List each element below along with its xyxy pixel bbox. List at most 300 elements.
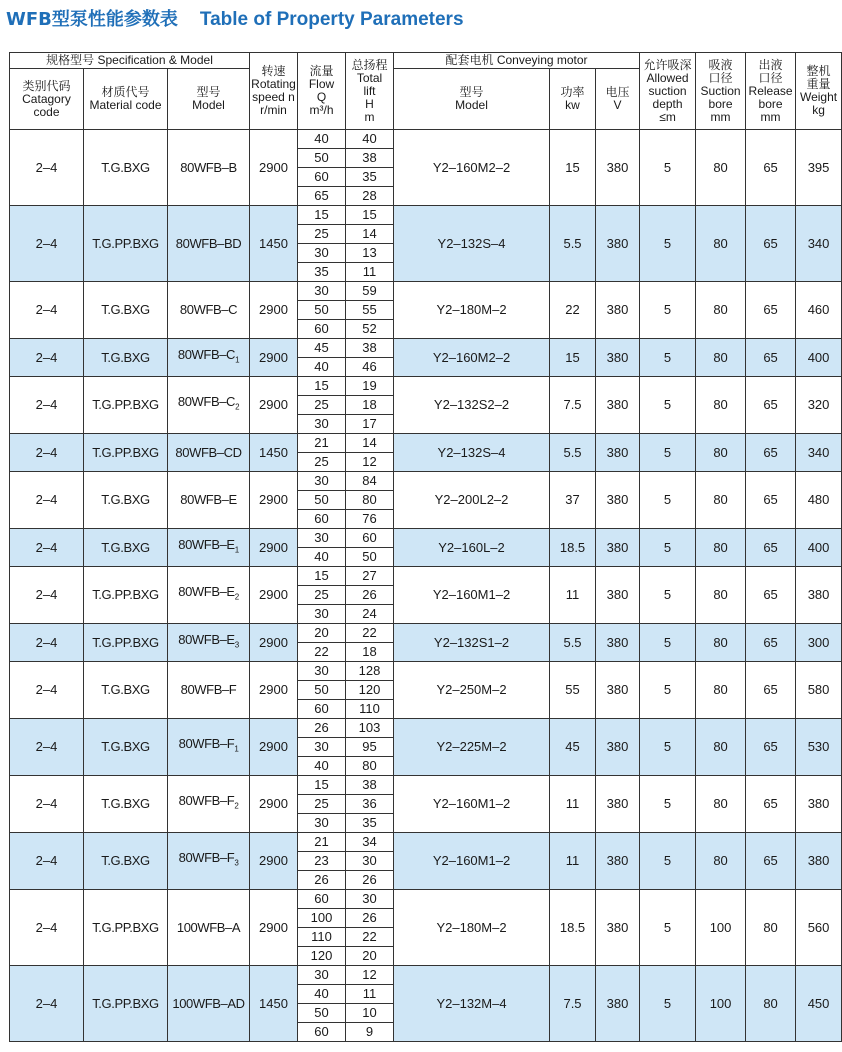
lift-cell: 20 bbox=[346, 947, 394, 966]
flow-cell: 60 bbox=[298, 320, 346, 339]
motor-model-cell: Y2–250M–2 bbox=[394, 662, 550, 719]
lift-cell: 52 bbox=[346, 320, 394, 339]
flow-cell: 50 bbox=[298, 149, 346, 168]
model-text: 80WFB–E bbox=[178, 536, 235, 552]
suction-depth-cell: 5 bbox=[640, 434, 696, 472]
speed-cell: 2900 bbox=[250, 339, 298, 377]
lift-cell: 26 bbox=[346, 871, 394, 890]
model-text: 80WFB–F bbox=[178, 736, 235, 752]
flow-header bbox=[298, 53, 346, 130]
table-row bbox=[10, 833, 842, 852]
category-cell: 2–4 bbox=[10, 662, 84, 719]
flow-cell: 40 bbox=[298, 757, 346, 776]
lift-cell: 30 bbox=[346, 852, 394, 871]
model-subscript: 1 bbox=[234, 744, 239, 754]
release-bore-cell: 65 bbox=[746, 833, 796, 890]
model-text: 100WFB–AD bbox=[172, 995, 245, 1011]
motor-model-cell: Y2–132S–4 bbox=[394, 206, 550, 282]
speed-cell: 2900 bbox=[250, 776, 298, 833]
lift-cell: 12 bbox=[346, 453, 394, 472]
flow-cell: 15 bbox=[298, 377, 346, 396]
weight-cell: 380 bbox=[796, 776, 842, 833]
category-cell: 2–4 bbox=[10, 339, 84, 377]
header-line: Flow bbox=[308, 77, 335, 91]
motor-model-cell: Y2–200L2–2 bbox=[394, 472, 550, 529]
power-cell: 55 bbox=[550, 662, 596, 719]
header-line: bore bbox=[708, 96, 733, 111]
suction-depth-cell: 5 bbox=[640, 890, 696, 966]
lift-cell: 80 bbox=[346, 491, 394, 510]
weight-cell: 460 bbox=[796, 282, 842, 339]
model-text: 80WFB–C bbox=[179, 302, 238, 317]
model-subscript: 1 bbox=[234, 545, 239, 555]
release-bore-cell: 65 bbox=[746, 472, 796, 529]
release-bore-cell: 65 bbox=[746, 130, 796, 206]
property-parameters-table bbox=[9, 52, 842, 1042]
speed-cell: 1450 bbox=[250, 966, 298, 1042]
flow-cell: 21 bbox=[298, 833, 346, 852]
speed-cell: 2900 bbox=[250, 529, 298, 567]
model-cell bbox=[168, 662, 250, 719]
suction-depth-cell: 5 bbox=[640, 339, 696, 377]
model-text: 80WFB–F bbox=[180, 682, 237, 697]
header-line: mm bbox=[710, 109, 731, 124]
model-cell bbox=[168, 567, 250, 624]
lift-cell: 76 bbox=[346, 510, 394, 529]
power-cell: 5.5 bbox=[550, 434, 596, 472]
motor-model-cell: Y2–132S–4 bbox=[394, 434, 550, 472]
voltage-cell: 380 bbox=[596, 434, 640, 472]
lift-cell: 14 bbox=[346, 434, 394, 453]
release-bore-header bbox=[746, 53, 796, 130]
header-line: 型号 bbox=[196, 85, 221, 99]
table-row bbox=[10, 719, 842, 738]
lift-cell: 35 bbox=[346, 168, 394, 187]
model-text: 80WFB–C bbox=[177, 394, 236, 410]
flow-cell: 65 bbox=[298, 187, 346, 206]
suction-depth-cell: 5 bbox=[640, 966, 696, 1042]
voltage-cell: 380 bbox=[596, 567, 640, 624]
motor-model-header bbox=[394, 69, 550, 130]
material-cell: T.G.BXG bbox=[84, 472, 168, 529]
table-row bbox=[10, 776, 842, 795]
model-subscript: 2 bbox=[234, 801, 239, 811]
title-cn: WFB型泵性能参数表 bbox=[6, 9, 178, 30]
model-cell bbox=[168, 206, 250, 282]
suction-bore-cell: 80 bbox=[696, 434, 746, 472]
suction-bore-cell: 80 bbox=[696, 624, 746, 662]
lift-cell: 18 bbox=[346, 396, 394, 415]
speed-cell: 2900 bbox=[250, 662, 298, 719]
flow-cell: 60 bbox=[298, 890, 346, 909]
category-header bbox=[10, 69, 84, 130]
header-line: Model bbox=[192, 98, 225, 112]
suction-depth-cell: 5 bbox=[640, 130, 696, 206]
lift-cell: 19 bbox=[346, 377, 394, 396]
suction-depth-header bbox=[640, 53, 696, 130]
motor-model-cell: Y2–180M–2 bbox=[394, 890, 550, 966]
power-cell: 22 bbox=[550, 282, 596, 339]
speed-cell: 2900 bbox=[250, 130, 298, 206]
table-row bbox=[10, 966, 842, 985]
suction-bore-cell: 80 bbox=[696, 833, 746, 890]
weight-cell: 320 bbox=[796, 377, 842, 434]
model-cell bbox=[168, 377, 250, 434]
flow-cell: 30 bbox=[298, 662, 346, 681]
model-cell bbox=[168, 966, 250, 1042]
lift-cell: 35 bbox=[346, 814, 394, 833]
header-line: Catagory bbox=[22, 91, 71, 106]
power-cell: 45 bbox=[550, 719, 596, 776]
motor-model-cell: Y2–132M–4 bbox=[394, 966, 550, 1042]
category-cell: 2–4 bbox=[10, 282, 84, 339]
material-cell: T.G.PP.BXG bbox=[84, 966, 168, 1042]
flow-cell: 40 bbox=[298, 548, 346, 567]
weight-cell: 400 bbox=[796, 529, 842, 567]
weight-cell: 530 bbox=[796, 719, 842, 776]
motor-model-cell: Y2–160M2–2 bbox=[394, 130, 550, 206]
model-text: 80WFB–E bbox=[178, 631, 235, 647]
category-cell: 2–4 bbox=[10, 624, 84, 662]
power-cell: 18.5 bbox=[550, 529, 596, 567]
header-line: Release bbox=[748, 83, 793, 98]
category-cell: 2–4 bbox=[10, 776, 84, 833]
suction-depth-cell: 5 bbox=[640, 472, 696, 529]
header-line: Model bbox=[455, 98, 488, 112]
material-cell: T.G.BXG bbox=[84, 339, 168, 377]
model-cell bbox=[168, 776, 250, 833]
model-subscript: 1 bbox=[235, 355, 240, 365]
table-row bbox=[10, 282, 842, 301]
lift-cell: 40 bbox=[346, 130, 394, 149]
model-cell bbox=[168, 624, 250, 662]
material-cell: T.G.BXG bbox=[84, 662, 168, 719]
voltage-cell: 380 bbox=[596, 890, 640, 966]
header-line: V bbox=[613, 98, 622, 112]
release-bore-cell: 65 bbox=[746, 434, 796, 472]
flow-cell: 25 bbox=[298, 795, 346, 814]
lift-cell: 28 bbox=[346, 187, 394, 206]
release-bore-cell: 80 bbox=[746, 966, 796, 1042]
flow-cell: 30 bbox=[298, 415, 346, 434]
header-line: 口径 bbox=[758, 70, 783, 85]
speed-cell: 2900 bbox=[250, 567, 298, 624]
material-cell: T.G.PP.BXG bbox=[84, 890, 168, 966]
header-line: Material code bbox=[89, 98, 162, 112]
category-cell: 2–4 bbox=[10, 472, 84, 529]
model-text: 80WFB–CD bbox=[175, 444, 242, 460]
suction-depth-cell: 5 bbox=[640, 833, 696, 890]
model-subscript: 3 bbox=[234, 858, 239, 868]
flow-cell: 60 bbox=[298, 700, 346, 719]
release-bore-cell: 65 bbox=[746, 624, 796, 662]
voltage-cell: 380 bbox=[596, 206, 640, 282]
category-cell: 2–4 bbox=[10, 529, 84, 567]
material-header bbox=[84, 69, 168, 130]
header-line: 总扬程 bbox=[351, 57, 388, 72]
suction-bore-cell: 100 bbox=[696, 890, 746, 966]
flow-cell: 30 bbox=[298, 966, 346, 985]
category-cell: 2–4 bbox=[10, 206, 84, 282]
motor-model-cell: Y2–160M1–2 bbox=[394, 833, 550, 890]
table-row bbox=[10, 377, 842, 396]
flow-cell: 25 bbox=[298, 453, 346, 472]
lift-cell: 9 bbox=[346, 1023, 394, 1042]
weight-header bbox=[796, 53, 842, 130]
speed-cell: 1450 bbox=[250, 206, 298, 282]
lift-cell: 84 bbox=[346, 472, 394, 491]
header-line: 整机 bbox=[806, 64, 831, 78]
lift-cell: 22 bbox=[346, 928, 394, 947]
flow-cell: 20 bbox=[298, 624, 346, 643]
flow-cell: 30 bbox=[298, 472, 346, 491]
lift-cell: 17 bbox=[346, 415, 394, 434]
suction-depth-cell: 5 bbox=[640, 567, 696, 624]
material-cell: T.G.BXG bbox=[84, 529, 168, 567]
lift-cell: 110 bbox=[346, 700, 394, 719]
suction-bore-cell: 80 bbox=[696, 206, 746, 282]
model-cell bbox=[168, 719, 250, 776]
lift-cell: 11 bbox=[346, 263, 394, 282]
speed-cell: 2900 bbox=[250, 719, 298, 776]
table-row bbox=[10, 206, 842, 225]
table-row bbox=[10, 529, 842, 548]
lift-cell: 55 bbox=[346, 301, 394, 320]
header-line: suction bbox=[648, 83, 687, 98]
flow-cell: 25 bbox=[298, 396, 346, 415]
material-cell: T.G.BXG bbox=[84, 282, 168, 339]
header-line: 吸液 bbox=[708, 57, 733, 72]
voltage-cell: 380 bbox=[596, 339, 640, 377]
weight-cell: 340 bbox=[796, 434, 842, 472]
lift-cell: 24 bbox=[346, 605, 394, 624]
page-title bbox=[6, 6, 464, 34]
model-cell bbox=[168, 890, 250, 966]
header-line: 转速 bbox=[261, 64, 286, 78]
category-cell: 2–4 bbox=[10, 130, 84, 206]
flow-cell: 120 bbox=[298, 947, 346, 966]
header-line: 口径 bbox=[708, 70, 733, 85]
motor-group-header: 配套电机 Conveying motor bbox=[394, 53, 640, 69]
flow-cell: 50 bbox=[298, 301, 346, 320]
flow-cell: 26 bbox=[298, 719, 346, 738]
header-line: Total bbox=[356, 70, 383, 85]
speed-cell: 2900 bbox=[250, 472, 298, 529]
table-row bbox=[10, 662, 842, 681]
lift-cell: 50 bbox=[346, 548, 394, 567]
header-line: Allowed bbox=[646, 70, 689, 85]
model-cell bbox=[168, 472, 250, 529]
material-cell: T.G.BXG bbox=[84, 833, 168, 890]
lift-cell: 26 bbox=[346, 586, 394, 605]
lift-cell: 15 bbox=[346, 206, 394, 225]
header-line: mm bbox=[760, 109, 781, 124]
flow-cell: 25 bbox=[298, 586, 346, 605]
flow-cell: 30 bbox=[298, 738, 346, 757]
lift-cell: 18 bbox=[346, 643, 394, 662]
flow-cell: 30 bbox=[298, 282, 346, 301]
weight-cell: 380 bbox=[796, 833, 842, 890]
flow-cell: 30 bbox=[298, 605, 346, 624]
header-line: Rotating bbox=[251, 77, 296, 91]
suction-bore-cell: 80 bbox=[696, 719, 746, 776]
flow-cell: 15 bbox=[298, 567, 346, 586]
model-text: 80WFB–E bbox=[180, 492, 237, 507]
suction-bore-cell: 80 bbox=[696, 130, 746, 206]
model-cell bbox=[168, 529, 250, 567]
suction-bore-cell: 80 bbox=[696, 776, 746, 833]
lift-cell: 12 bbox=[346, 966, 394, 985]
header-line: r/min bbox=[260, 103, 287, 117]
suction-depth-cell: 5 bbox=[640, 529, 696, 567]
table-row bbox=[10, 339, 842, 358]
weight-cell: 480 bbox=[796, 472, 842, 529]
weight-cell: 380 bbox=[796, 567, 842, 624]
model-text: 80WFB–F bbox=[178, 850, 235, 866]
model-cell bbox=[168, 282, 250, 339]
lift-cell: 27 bbox=[346, 567, 394, 586]
material-cell: T.G.BXG bbox=[84, 130, 168, 206]
suction-bore-cell: 100 bbox=[696, 966, 746, 1042]
motor-model-cell: Y2–132S1–2 bbox=[394, 624, 550, 662]
table-row bbox=[10, 567, 842, 586]
power-cell: 37 bbox=[550, 472, 596, 529]
speed-header bbox=[250, 53, 298, 130]
voltage-cell: 380 bbox=[596, 624, 640, 662]
speed-cell: 2900 bbox=[250, 377, 298, 434]
voltage-cell: 380 bbox=[596, 833, 640, 890]
table-row bbox=[10, 130, 842, 149]
weight-cell: 560 bbox=[796, 890, 842, 966]
motor-model-cell: Y2–180M–2 bbox=[394, 282, 550, 339]
lift-cell: 38 bbox=[346, 149, 394, 168]
power-cell: 5.5 bbox=[550, 624, 596, 662]
lift-cell: 46 bbox=[346, 358, 394, 377]
power-cell: 11 bbox=[550, 776, 596, 833]
flow-cell: 60 bbox=[298, 168, 346, 187]
model-text: 80WFB–B bbox=[180, 159, 237, 175]
header-line: 重量 bbox=[806, 77, 831, 91]
motor-model-cell: Y2–160M2–2 bbox=[394, 339, 550, 377]
power-cell: 7.5 bbox=[550, 377, 596, 434]
spec-group-header: 规格型号 Specification & Model bbox=[10, 53, 250, 69]
header-line: bore bbox=[758, 96, 783, 111]
voltage-cell: 380 bbox=[596, 776, 640, 833]
release-bore-cell: 65 bbox=[746, 206, 796, 282]
table-row bbox=[10, 472, 842, 491]
lift-cell: 11 bbox=[346, 985, 394, 1004]
header-line: m³/h bbox=[309, 103, 334, 117]
power-header bbox=[550, 69, 596, 130]
model-header bbox=[168, 69, 250, 130]
header-line: Weight bbox=[799, 90, 838, 104]
model-text: 80WFB–C bbox=[177, 346, 236, 362]
flow-cell: 15 bbox=[298, 776, 346, 795]
material-cell: T.G.PP.BXG bbox=[84, 206, 168, 282]
suction-bore-header bbox=[696, 53, 746, 130]
header-line: 流量 bbox=[309, 64, 334, 78]
model-text: 80WFB–E bbox=[178, 584, 235, 600]
category-cell: 2–4 bbox=[10, 890, 84, 966]
header-line: lift bbox=[363, 83, 376, 98]
release-bore-cell: 65 bbox=[746, 529, 796, 567]
model-text: 100WFB–A bbox=[176, 919, 241, 935]
motor-model-cell: Y2–132S2–2 bbox=[394, 377, 550, 434]
header-line: Suction bbox=[700, 83, 741, 98]
material-cell: T.G.PP.BXG bbox=[84, 624, 168, 662]
suction-depth-cell: 5 bbox=[640, 282, 696, 339]
model-text: 80WFB–F bbox=[178, 793, 235, 809]
header-line: 允许吸深 bbox=[643, 57, 692, 72]
lift-cell: 10 bbox=[346, 1004, 394, 1023]
flow-cell: 26 bbox=[298, 871, 346, 890]
lift-cell: 14 bbox=[346, 225, 394, 244]
category-cell: 2–4 bbox=[10, 377, 84, 434]
model-subscript: 3 bbox=[234, 640, 239, 650]
release-bore-cell: 65 bbox=[746, 776, 796, 833]
release-bore-cell: 65 bbox=[746, 339, 796, 377]
suction-depth-cell: 5 bbox=[640, 776, 696, 833]
header-line: 类别代码 bbox=[22, 78, 71, 93]
model-cell bbox=[168, 833, 250, 890]
header-line: H bbox=[365, 96, 374, 111]
model-text: 80WFB–BD bbox=[175, 235, 242, 251]
material-cell: T.G.BXG bbox=[84, 776, 168, 833]
flow-cell: 35 bbox=[298, 263, 346, 282]
header-line: kg bbox=[812, 103, 825, 117]
lift-cell: 36 bbox=[346, 795, 394, 814]
model-cell bbox=[168, 339, 250, 377]
suction-depth-cell: 5 bbox=[640, 662, 696, 719]
flow-cell: 40 bbox=[298, 130, 346, 149]
table-row bbox=[10, 624, 842, 643]
lift-cell: 38 bbox=[346, 339, 394, 358]
suction-depth-cell: 5 bbox=[640, 719, 696, 776]
lift-cell: 120 bbox=[346, 681, 394, 700]
speed-cell: 1450 bbox=[250, 434, 298, 472]
power-cell: 15 bbox=[550, 130, 596, 206]
material-cell: T.G.PP.BXG bbox=[84, 377, 168, 434]
voltage-cell: 380 bbox=[596, 130, 640, 206]
table-row bbox=[10, 434, 842, 453]
model-subscript: 2 bbox=[234, 592, 239, 602]
header-line: Q bbox=[316, 90, 327, 104]
flow-cell: 30 bbox=[298, 529, 346, 548]
material-cell: T.G.BXG bbox=[84, 719, 168, 776]
table-body bbox=[10, 130, 842, 1042]
release-bore-cell: 65 bbox=[746, 377, 796, 434]
material-cell: T.G.PP.BXG bbox=[84, 434, 168, 472]
model-subscript: 2 bbox=[235, 402, 240, 412]
lift-header bbox=[346, 53, 394, 130]
suction-bore-cell: 80 bbox=[696, 339, 746, 377]
speed-cell: 2900 bbox=[250, 282, 298, 339]
category-cell: 2–4 bbox=[10, 567, 84, 624]
lift-cell: 80 bbox=[346, 757, 394, 776]
lift-cell: 13 bbox=[346, 244, 394, 263]
weight-cell: 400 bbox=[796, 339, 842, 377]
power-cell: 15 bbox=[550, 339, 596, 377]
voltage-cell: 380 bbox=[596, 662, 640, 719]
power-cell: 5.5 bbox=[550, 206, 596, 282]
lift-cell: 128 bbox=[346, 662, 394, 681]
flow-cell: 110 bbox=[298, 928, 346, 947]
voltage-cell: 380 bbox=[596, 377, 640, 434]
power-cell: 7.5 bbox=[550, 966, 596, 1042]
speed-cell: 2900 bbox=[250, 624, 298, 662]
flow-cell: 21 bbox=[298, 434, 346, 453]
motor-model-cell: Y2–225M–2 bbox=[394, 719, 550, 776]
